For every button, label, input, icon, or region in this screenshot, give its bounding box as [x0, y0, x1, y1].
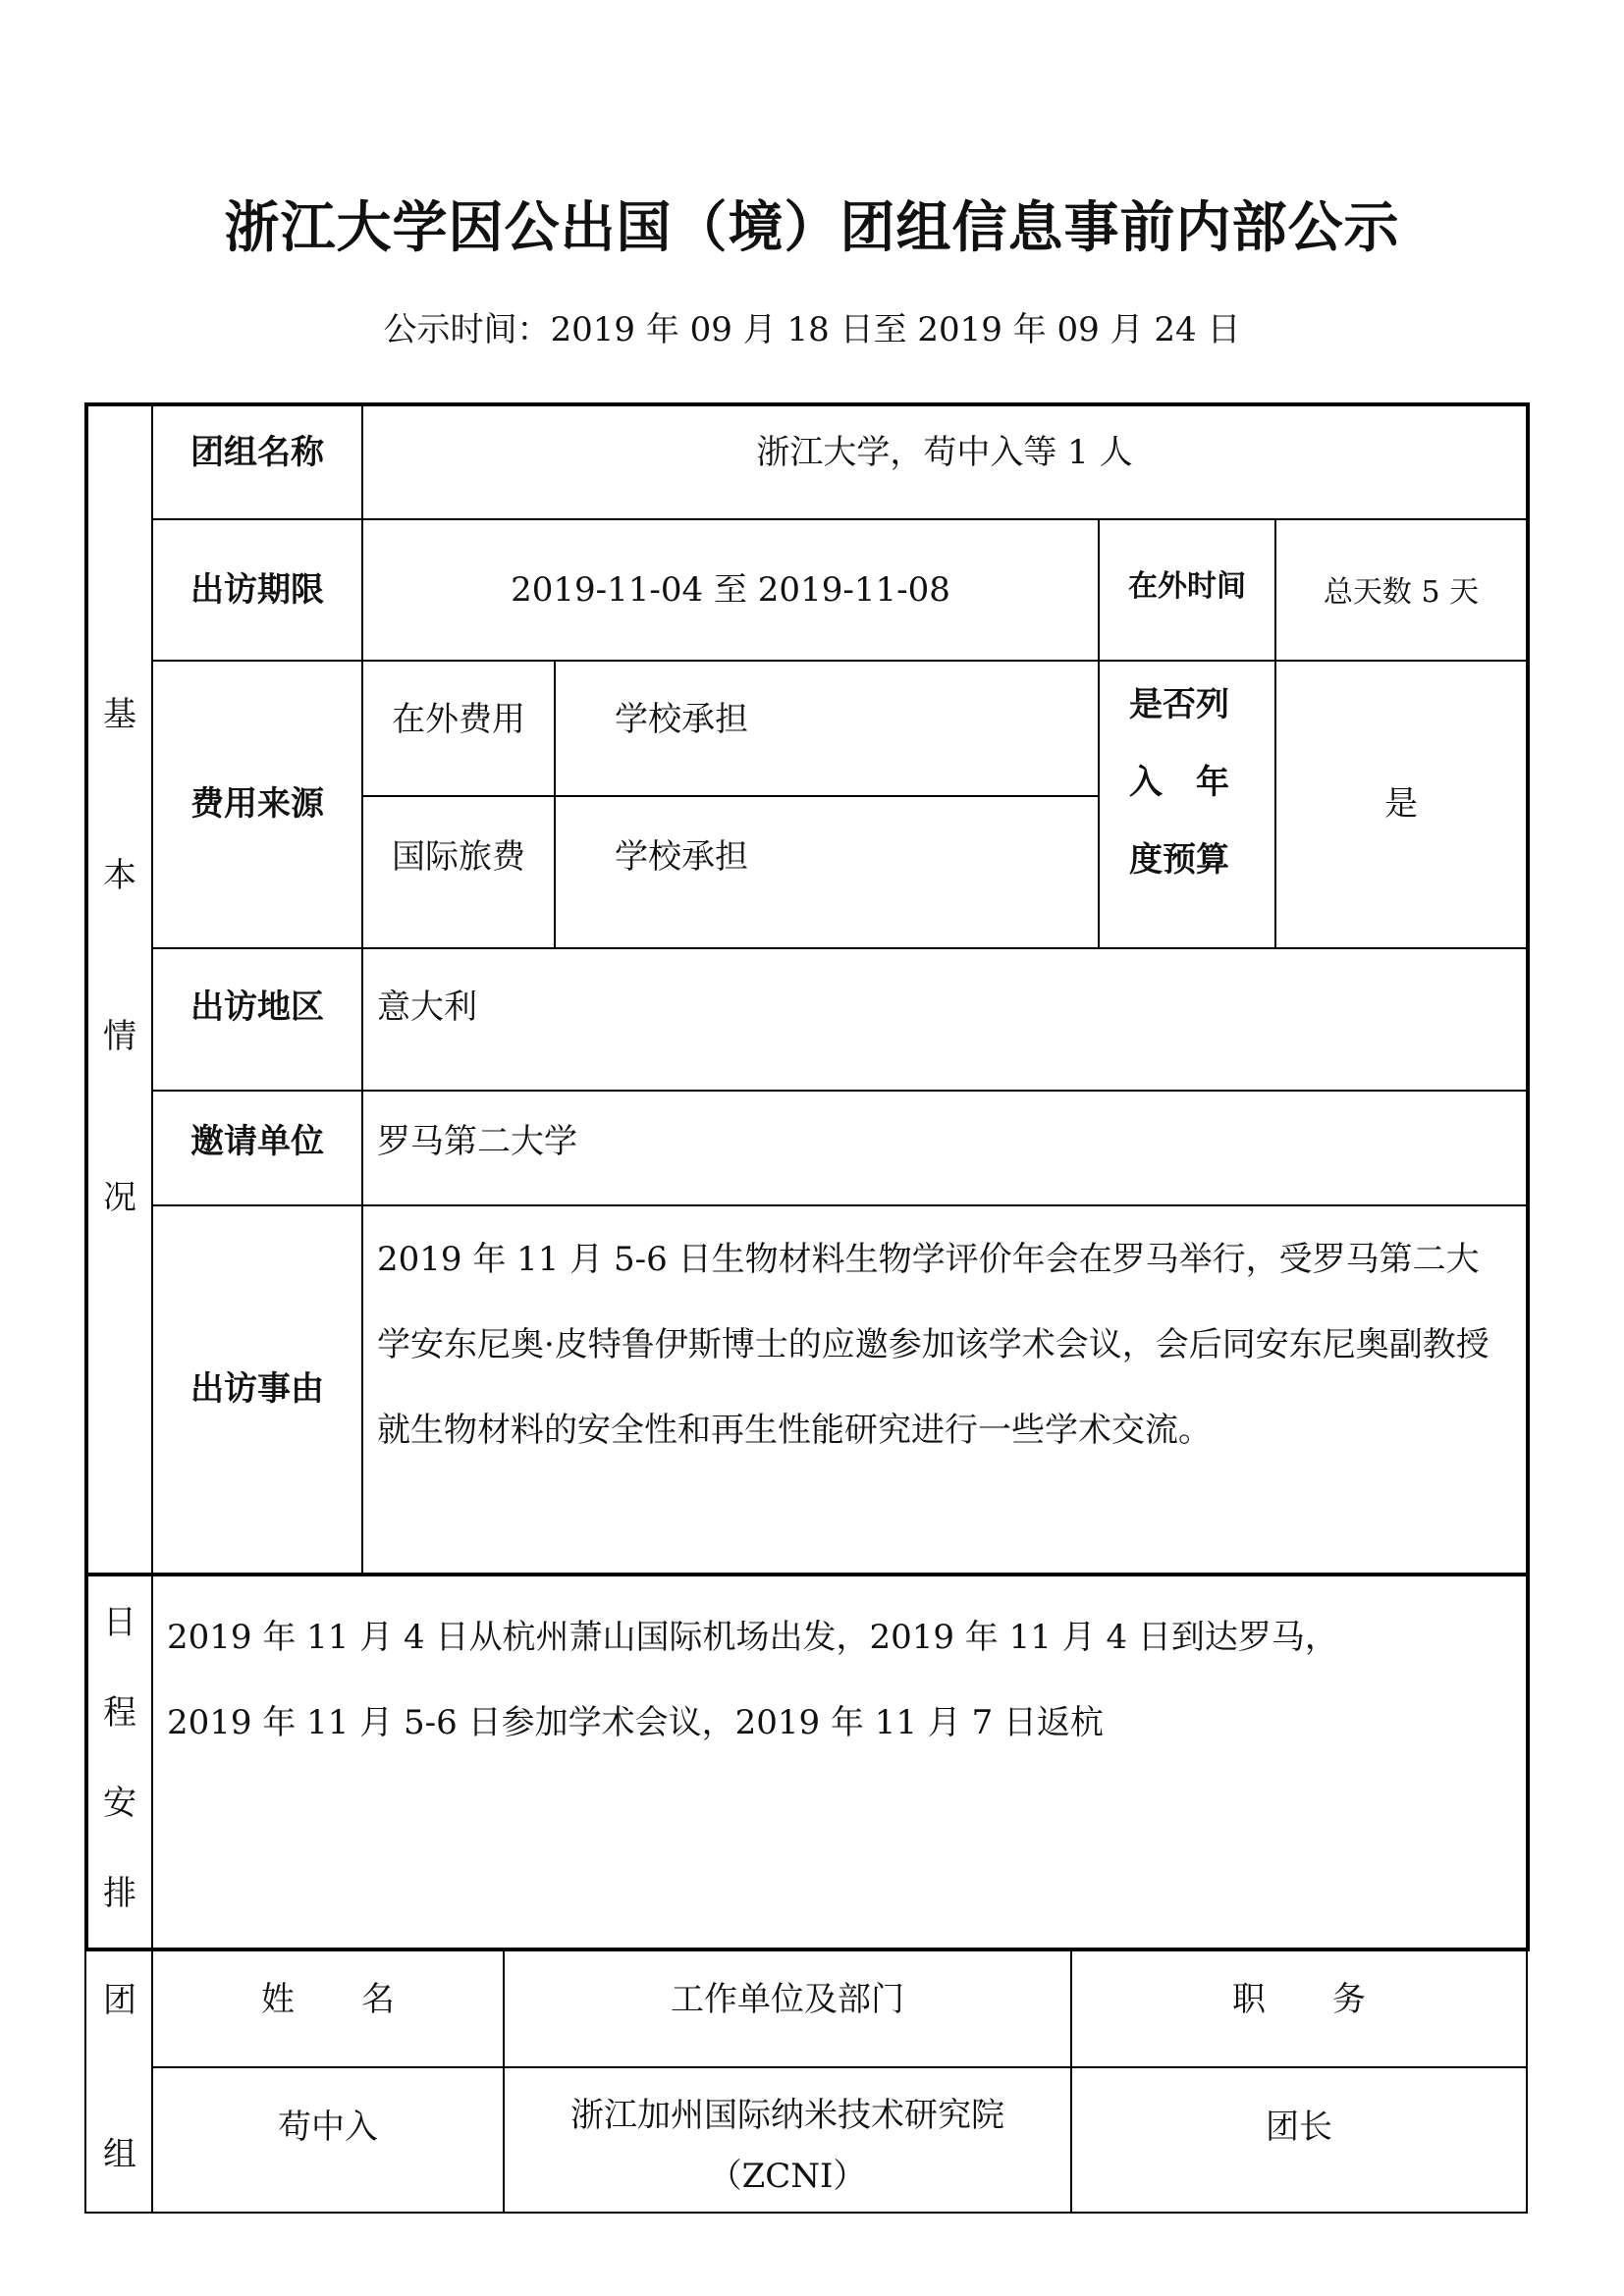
group-name-value: 浙江大学，苟中入等 1 人: [756, 432, 1133, 472]
page-title: 浙江大学因公出国（境）团组信息事前内部公示: [224, 196, 1400, 260]
schedule-text: [167, 1595, 1512, 1766]
abroad-cost-value: 学校承担: [615, 699, 748, 739]
schedule-line-1: 2019 年 11 月 4 日从杭州萧山国际机场出发，2019 年 11 月 4 日到达罗马，: [167, 1618, 1338, 1657]
abroad-cost-label: 在外费用: [392, 699, 525, 739]
basic-info-section-label: 基 本 情 况: [103, 695, 136, 1217]
member-name-header: 姓 名: [261, 1980, 395, 2020]
funding-source-label: 费用来源: [190, 784, 324, 825]
time-abroad-label: 在外时间: [1128, 569, 1246, 604]
intl-travel-value: 学校承担: [615, 837, 748, 878]
visit-reason-value: 2019 年 11 月 5-6 日生物材料生物学评价年会在罗马举行，受罗马第二大学安东尼奥·皮特鲁伊斯博士的应邀参加该学术会议，会后同安东尼奥副教授就生物材料的安全性和再生性能研究进行一些学术交流。: [377, 1240, 1489, 1450]
member-unit-header: 工作单位及部门: [671, 1980, 904, 2020]
member-unit: 浙江加州国际纳米技术研究院 （ZCNI）: [570, 2096, 1004, 2196]
visit-reason-label: 出访事由: [190, 1369, 324, 1410]
member-position: 团长: [1266, 2107, 1332, 2147]
member-name: 苟中入: [278, 2107, 378, 2147]
schedule-section-label: 日 程 安 排: [103, 1603, 136, 1913]
schedule-line-2: 2019 年 11 月 5-6 日参加学术会议，2019 年 11 月 7 日返杭: [167, 1703, 1105, 1742]
destination-value: 意大利: [377, 988, 477, 1028]
member-position-header: 职 务: [1232, 1980, 1366, 2020]
destination-label: 出访地区: [190, 988, 324, 1028]
time-abroad-value: 总天数 5 天: [1323, 575, 1480, 610]
budget-inclusion-value: 是: [1384, 784, 1418, 825]
visit-period-value: 2019-11-04 至 2019-11-08: [511, 569, 950, 610]
inviter-value: 罗马第二大学: [377, 1122, 577, 1162]
members-section-label: 团 组: [103, 1981, 136, 2174]
group-name-label: 团组名称: [190, 432, 324, 472]
visit-period-label: 出访期限: [190, 569, 324, 610]
inviter-label: 邀请单位: [190, 1122, 324, 1162]
publicity-period: 公示时间：2019 年 09 月 18 日至 2019 年 09 月 24 日: [383, 310, 1241, 349]
intl-travel-label: 国际旅费: [392, 837, 525, 878]
budget-inclusion-label: 是否列 入 年 度预算: [1129, 685, 1229, 880]
